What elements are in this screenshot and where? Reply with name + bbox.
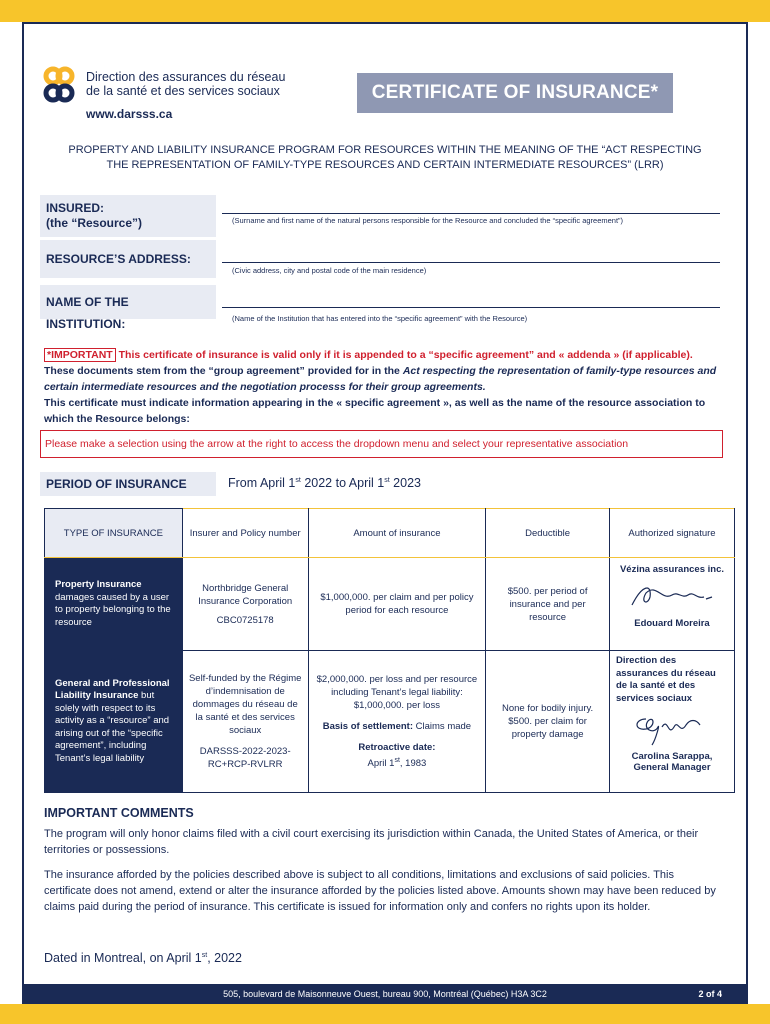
comments-title: IMPORTANT COMMENTS: [44, 806, 194, 820]
period-mid: 2022 to April 1: [300, 476, 385, 490]
intro-line2: THE REPRESENTATION OF FAMILY-TYPE RESOURCES AND CERTAIN INTERMEDIATE RESOURCES” (LRR): [106, 159, 664, 171]
row1-sig-company: Vézina assurances inc.: [619, 564, 724, 575]
col-signature: Authorized signature: [609, 509, 734, 558]
intro-line1: PROPERTY AND LIABILITY INSURANCE PROGRAM FOR RESOURCES WITHIN THE MEANING OF THE “ACT RESPECTING: [68, 144, 702, 156]
col-insurer: Insurer and Policy number: [182, 509, 308, 558]
row1-type-rest: damages caused by a user to property belonging to the resource: [55, 591, 171, 628]
insured-sublabel: (the “Resource”): [46, 216, 143, 230]
row2-sig-name: Carolina Sarappa,: [631, 751, 713, 762]
row2-basis-value: Claims made: [413, 720, 472, 732]
insured-hint: (Surname and first name of the natural persons responsible for the Resource and concluded the “specific agreement”): [232, 216, 624, 225]
period-end: 2023: [389, 476, 421, 490]
org-url[interactable]: www.darsss.ca: [86, 107, 173, 121]
row1-policy: CBC0725178: [216, 614, 274, 626]
row2-policy: DARSSS-2022-2023-RC+RCP-RVLRR: [199, 746, 291, 770]
insured-input-line[interactable]: [222, 213, 720, 214]
row1-signature: [609, 558, 734, 651]
row2-retro-label: Retroactive date:: [358, 741, 436, 753]
institution-input-line[interactable]: [222, 307, 720, 308]
comments-paragraph-2: The insurance afforded by the policies described above is subject to all conditions, limitations and exclusions of said policies. This certificate does not amend, extend or alter the insurance afforded by the policies listed above. Amounts shown may have been reduced by claims paid during the period of insurance. This certificate is issued for information only and confers no rights upon its holder.: [44, 869, 716, 913]
important-act-title: Act respecting the representation of family-type resources and certain intermediate resources and the negotiation processs for their group agreements.: [44, 365, 717, 393]
association-dropdown[interactable]: Please make a selection using the arrow at the right to access the dropdown menu and select your representative association: [40, 430, 723, 458]
important-validity: This certificate of insurance is valid only if it is appended to a “specific agreement” and « addenda » (if applicable).: [118, 349, 693, 361]
institution-hint: (Name of the Institution that has entered into the “specific agreement” with the Resource): [232, 314, 528, 323]
signature-sarappa-icon: [624, 705, 724, 751]
dated-line: [44, 951, 242, 965]
col-deductible: Deductible: [486, 509, 610, 558]
bottom-gold-bar: [0, 1004, 770, 1024]
top-gold-bar: [0, 0, 770, 22]
row2-amount: [308, 651, 486, 793]
table-row: [45, 558, 735, 651]
row2-insurer: [182, 651, 308, 793]
page-number: 2 of 4: [698, 989, 722, 999]
row1-type-bold: Property Insurance: [55, 579, 142, 590]
row1-deductible: $500. per period of insurance and per resource: [486, 558, 610, 651]
insurance-table: [44, 508, 735, 793]
period-label: PERIOD OF INSURANCE: [40, 472, 216, 496]
row1-sig-name: Edouard Moreira: [634, 618, 710, 629]
footer-bar: [24, 984, 746, 1004]
period-to-sup: st: [384, 476, 390, 484]
important-text1: These documents stem from the “group agreement” provided for in the: [44, 365, 403, 377]
darsss-logo-icon: [42, 66, 76, 104]
important-text2: This certificate must indicate information appearing in the « specific agreement », as well as the name of the resource association to which the Resource belongs:: [44, 397, 706, 425]
address-input-line[interactable]: [222, 262, 720, 263]
insured-label: [40, 195, 216, 237]
period-from-sup: st: [295, 476, 301, 484]
dated-text: Dated in Montreal, on April 1: [44, 951, 202, 965]
row2-amount-text: $2,000,000. per loss and per resource including Tenant’s legal liability: $1,000,000. per loss: [316, 673, 478, 711]
table-header-row: [45, 509, 735, 558]
insured-label-text: INSURED:: [46, 201, 105, 215]
dated-year: , 2022: [207, 951, 242, 965]
institution-label: NAME OF THE INSTITUTION:: [40, 285, 216, 319]
signature-moreira-icon: [622, 575, 722, 615]
row1-amount: $1,000,000. per claim and per policy period for each resource: [308, 558, 486, 651]
row2-retro-sup: st: [394, 756, 400, 764]
period-value: [228, 476, 421, 490]
address-hint: (Civic address, city and postal code of the main residence): [232, 266, 427, 275]
row2-retro-year: , 1983: [399, 758, 427, 770]
dated-sup: st: [201, 951, 208, 959]
comments-paragraph-1: The program will only honor claims filed with a civil court exercising its jurisdiction within Canada, the United States of America, or their territories or possessions.: [44, 828, 699, 856]
row2-type: [45, 651, 183, 793]
row2-sig-company: Direction des assurances du réseau de la santé et des services sociaux: [615, 655, 716, 704]
row2-signature: [609, 651, 734, 793]
org-name-line2: de la santé et des services sociaux: [86, 84, 280, 98]
row2-type-bold: General and Professional Liability Insurance: [55, 677, 170, 702]
important-tag: *IMPORTANT: [44, 348, 116, 362]
row1-insurer: [182, 558, 308, 651]
important-notice: [44, 347, 734, 427]
col-type: TYPE OF INSURANCE: [45, 509, 183, 558]
document-title: CERTIFICATE OF INSURANCE*: [357, 73, 673, 113]
org-name: [86, 70, 285, 98]
period-from: From April 1: [228, 476, 296, 490]
row1-type: [45, 558, 183, 651]
row2-retro-value: April 1: [367, 758, 395, 770]
row2-deductible: None for bodily injury. $500. per claim for property damage: [486, 651, 610, 793]
row1-insurer-name: Northbridge General Insurance Corporation: [198, 582, 293, 607]
address-label: RESOURCE’S ADDRESS:: [40, 240, 216, 278]
table-row: [45, 651, 735, 793]
footer-address: 505, boulevard de Maisonneuve Ouest, bureau 900, Montréal (Québec) H3A 3C2: [223, 989, 547, 999]
org-name-line1: Direction des assurances du réseau: [86, 70, 286, 84]
row2-sig-title: General Manager: [633, 762, 711, 773]
row2-basis-label: Basis of settlement:: [322, 720, 414, 732]
program-intro: [60, 143, 710, 173]
row2-insurer-name: Self-funded by the Régime d’indemnisation de dommages du réseau de la santé et des services sociaux: [188, 673, 302, 736]
row2-type-rest: but solely with respect to its activity as a “resource” and arising out of the “specific agreement”, including Tenant’s legal liability: [55, 690, 170, 764]
col-amount: Amount of insurance: [308, 509, 486, 558]
